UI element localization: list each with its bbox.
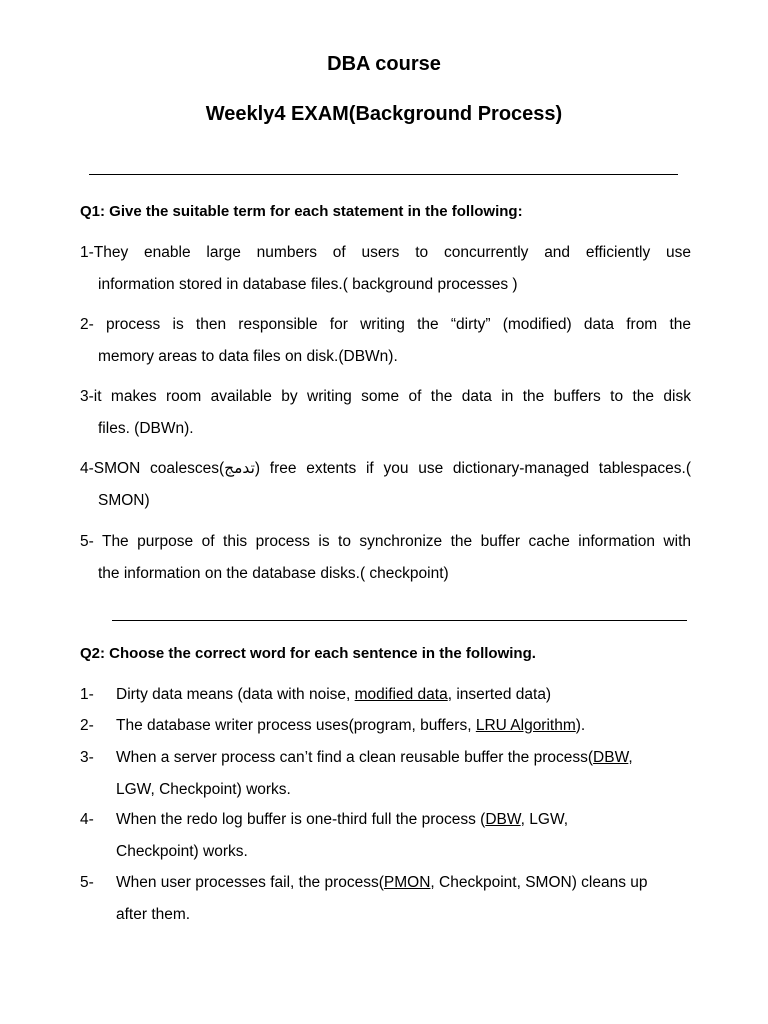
q2-item-4-text-b: , LGW, xyxy=(520,811,569,828)
q2-item-4 xyxy=(80,804,691,867)
q1-item-4-text-b: ) free extents if you use dictionary-managed tablespaces.( xyxy=(254,460,691,477)
q1-item-2 xyxy=(80,309,691,372)
q2-item-3-text-a: When a server process can’t find a clean reusable buffer the process( xyxy=(116,749,594,766)
q2-item-5-number: 5- xyxy=(80,874,94,891)
q1-item-3-line1: 3-it makes room available by writing some of the data in the buffers to the disk xyxy=(80,388,691,405)
q1-heading: Q1: Give the suitable term for each statement in the following: xyxy=(80,203,523,220)
q2-item-3 xyxy=(80,742,691,805)
q1-item-2-line1: 2- process is then responsible for writing the “dirty” (modified) data from the xyxy=(80,316,691,333)
q1-item-5 xyxy=(80,526,691,589)
q2-item-1 xyxy=(80,679,691,711)
q2-item-4-text-a: When the redo log buffer is one-third full the process ( xyxy=(116,811,486,828)
q1-item-2-line2: memory areas to data files on disk.(DBWn). xyxy=(98,347,398,365)
q1-item-4 xyxy=(80,453,691,516)
q2-item-3-number: 3- xyxy=(80,749,94,766)
q1-item-3-line2: files. (DBWn). xyxy=(98,419,194,437)
q2-item-2-answer: LRU Algorithm xyxy=(475,717,576,734)
q2-item-1-answer: modified data xyxy=(354,686,448,703)
q1-item-5-line1: 5- The purpose of this process is to synchronize the buffer cache information with xyxy=(80,533,691,550)
q2-item-5-text-b: , Checkpoint, SMON) cleans up xyxy=(430,874,648,891)
q2-item-1-number: 1- xyxy=(80,686,94,703)
q2-item-2-text-b: ). xyxy=(575,717,586,734)
q2-item-5-text-a: When user processes fail, the process( xyxy=(116,874,384,891)
q2-item-1-text-b: , inserted data) xyxy=(447,686,552,703)
q2-item-3-text-b: , xyxy=(628,749,633,766)
q2-item-2-number: 2- xyxy=(80,717,94,734)
q2-item-5 xyxy=(80,867,691,930)
course-title: DBA course xyxy=(327,53,441,75)
q2-item-5-answer: PMON xyxy=(383,874,431,891)
q2-item-3-line2: LGW, Checkpoint) works. xyxy=(116,780,291,798)
q2-item-4-line2: Checkpoint) works. xyxy=(116,842,248,860)
q2-item-3-text xyxy=(116,742,691,805)
q2-item-5-line2: after them. xyxy=(116,905,191,923)
q1-item-4-text-a: 4-SMON coalesces( xyxy=(80,460,225,477)
q1-item-4-line2: SMON) xyxy=(98,491,150,509)
q2-item-5-text xyxy=(116,867,691,930)
q1-item-1-line2: information stored in database files.( background processes ) xyxy=(98,275,518,293)
separator-line-top xyxy=(89,174,678,175)
q2-item-2 xyxy=(80,710,691,742)
q1-item-5-line2: the information on the database disks.( checkpoint) xyxy=(98,564,449,582)
q2-item-3-answer: DBW xyxy=(593,749,629,766)
separator-line-middle xyxy=(112,620,687,621)
q1-item-1-line1: 1-They enable large numbers of users to concurrently and efficiently use xyxy=(80,244,691,261)
q1-item-1 xyxy=(80,237,691,300)
q2-item-4-answer: DBW xyxy=(485,811,521,828)
q1-item-3 xyxy=(80,381,691,444)
q2-item-1-text xyxy=(116,679,691,711)
q2-item-1-text-a: Dirty data means (data with noise, xyxy=(116,686,355,703)
q2-item-4-number: 4- xyxy=(80,811,94,828)
q2-item-2-text xyxy=(116,710,691,742)
q2-heading: Q2: Choose the correct word for each sentence in the following. xyxy=(80,645,536,662)
exam-title: Weekly4 EXAM(Background Process) xyxy=(205,103,563,125)
arabic-word: تدمج xyxy=(224,460,255,477)
q2-item-4-text xyxy=(116,804,691,867)
q1-item-4-line1 xyxy=(80,453,691,485)
q2-item-2-text-a: The database writer process uses(program, buffers, xyxy=(116,717,476,734)
